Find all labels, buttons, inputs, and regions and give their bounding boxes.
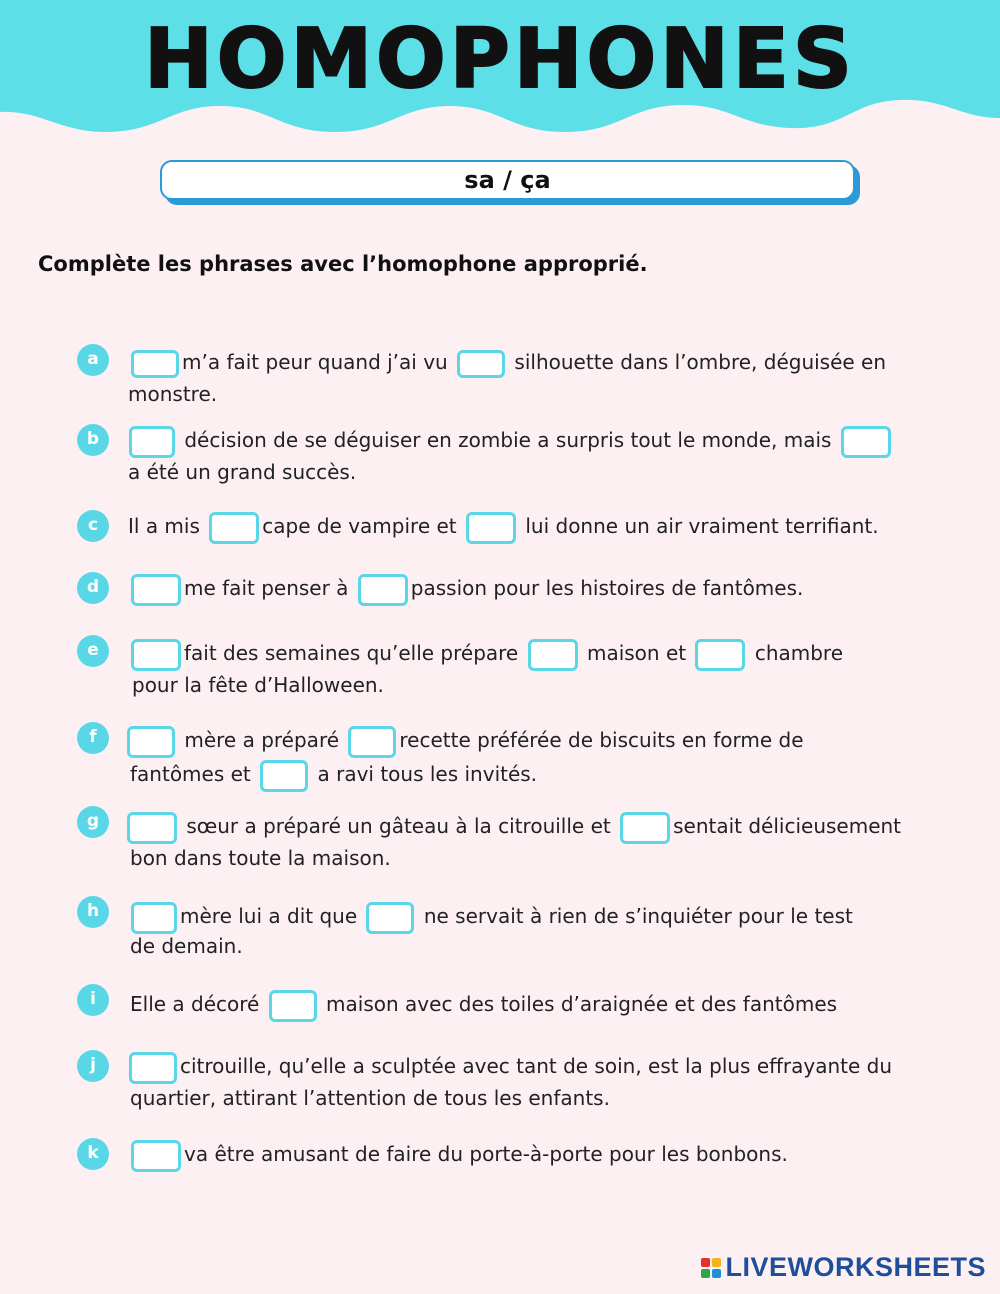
- liveworksheets-logo: [701, 1252, 986, 1283]
- item-letter: d: [77, 572, 109, 604]
- brand-name: LIVEWORKSHEETS: [725, 1252, 986, 1282]
- sentence-text: maison et: [580, 641, 693, 665]
- answer-blank[interactable]: [528, 639, 578, 671]
- subtitle-box: sa / ça: [160, 160, 855, 200]
- sentence-text: m’a fait peur quand j’ai vu: [182, 350, 455, 374]
- answer-blank[interactable]: [260, 760, 308, 792]
- sentence-text: décision de se déguiser en zombie a surpris tout le monde, mais: [178, 428, 838, 452]
- sentence-text: quartier, attirant l’attention de tous les enfants.: [130, 1086, 610, 1110]
- answer-blank[interactable]: [269, 990, 317, 1022]
- sentence-text: Elle a décoré: [130, 992, 266, 1016]
- sentence-text: a été un grand succès.: [128, 460, 357, 484]
- sentence-text: me fait penser à: [184, 576, 355, 600]
- answer-blank[interactable]: [131, 639, 181, 671]
- answer-blank[interactable]: [129, 426, 175, 458]
- sentence-text: de demain.: [130, 934, 243, 958]
- answer-blank[interactable]: [127, 726, 175, 758]
- sentence-text: ne servait à rien de s’inquiéter pour le test: [417, 904, 853, 928]
- sentence-text: recette préférée de biscuits en forme de: [399, 728, 804, 752]
- answer-blank[interactable]: [131, 350, 179, 378]
- answer-blank[interactable]: [841, 426, 891, 458]
- answer-blank[interactable]: [127, 812, 177, 844]
- item-letter: k: [77, 1138, 109, 1170]
- sentence-text: lui donne un air vraiment terrifiant.: [519, 514, 879, 538]
- answer-blank[interactable]: [131, 574, 181, 606]
- item-letter: a: [77, 344, 109, 376]
- sentence-text: monstre.: [128, 382, 218, 406]
- item-letter: c: [77, 510, 109, 542]
- answer-blank[interactable]: [348, 726, 396, 758]
- sentence-text: fait des semaines qu’elle prépare: [184, 641, 525, 665]
- page-title: HOMOPHONES: [144, 12, 856, 107]
- answer-blank[interactable]: [209, 512, 259, 544]
- sentence-text: passion pour les histoires de fantômes.: [410, 576, 804, 600]
- answer-blank[interactable]: [131, 902, 177, 934]
- answer-blank[interactable]: [131, 1140, 181, 1172]
- sentence-text: citrouille, qu’elle a sculptée avec tant de soin, est la plus effrayante du: [180, 1054, 893, 1078]
- sentence-text: cape de vampire et: [262, 514, 463, 538]
- answer-blank[interactable]: [695, 639, 745, 671]
- item-letter: g: [77, 806, 109, 838]
- sentence-text: va être amusant de faire du porte-à-porte pour les bonbons.: [184, 1142, 788, 1166]
- sentence-text: Il a mis: [128, 514, 207, 538]
- sentence-text: fantômes et: [130, 762, 258, 786]
- sentence-text: mère lui a dit que: [180, 904, 364, 928]
- sentence-text: a ravi tous les invités.: [311, 762, 538, 786]
- item-letter: j: [77, 1050, 109, 1082]
- sentence-text: sentait délicieusement: [673, 814, 902, 838]
- sentence-text: mère a préparé: [178, 728, 346, 752]
- answer-blank[interactable]: [358, 574, 408, 606]
- instruction: Complète les phrases avec l’homophone approprié.: [38, 252, 648, 276]
- sentence-text: maison avec des toiles d’araignée et des fantômes: [319, 992, 838, 1016]
- sentence-text: sœur a préparé un gâteau à la citrouille et: [180, 814, 618, 838]
- answer-blank[interactable]: [129, 1052, 177, 1084]
- sentence-text: silhouette dans l’ombre, déguisée en: [508, 350, 887, 374]
- answer-blank[interactable]: [620, 812, 670, 844]
- sentence-text: chambre: [748, 641, 844, 665]
- sentence-text: bon dans toute la maison.: [130, 846, 391, 870]
- answer-blank[interactable]: [366, 902, 414, 934]
- item-letter: b: [77, 424, 109, 456]
- item-letter: e: [77, 635, 109, 667]
- item-letter: f: [77, 722, 109, 754]
- answer-blank[interactable]: [466, 512, 516, 544]
- logo-grid-icon: [701, 1258, 721, 1278]
- item-letter: i: [77, 984, 109, 1016]
- sentence-text: pour la fête d’Halloween.: [132, 673, 384, 697]
- item-letter: h: [77, 896, 109, 928]
- answer-blank[interactable]: [457, 350, 505, 378]
